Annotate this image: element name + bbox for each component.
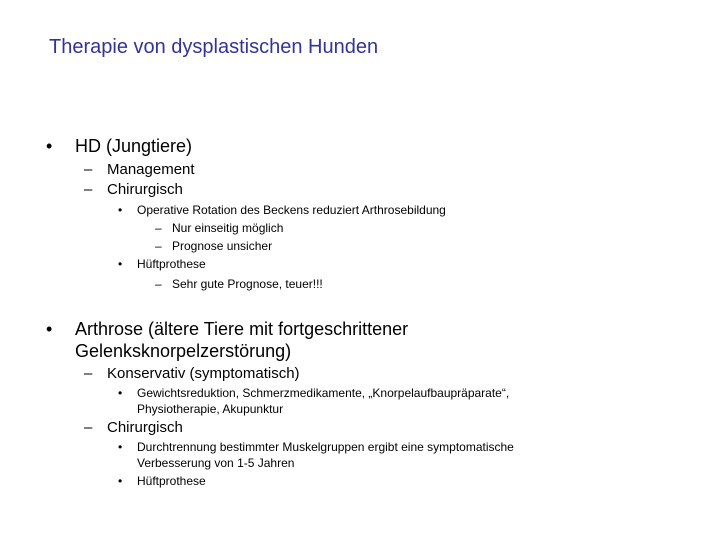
bullet-marker: • [46, 319, 53, 339]
item-management: Management [107, 161, 195, 178]
item-prognose-unsicher: Prognose unsicher [172, 239, 273, 253]
item-konservativ: Konservativ (symptomatisch) [107, 365, 300, 382]
item-durchtrennung: Durchtrennung bestimmter Muskelgruppen ergibt eine symptomatische [137, 440, 514, 454]
item-op-rotation: Operative Rotation des Beckens reduziert Arthrosebildung [137, 203, 446, 217]
section-heading-arthrose: Arthrose (ältere Tiere mit fortgeschrittener [75, 319, 409, 339]
dash-marker: – [84, 161, 93, 178]
bullet-marker: • [118, 203, 123, 217]
section-heading-arthrose-cont: Gelenksknorpelzerstörung) [75, 341, 292, 361]
slide-title: Therapie von dysplastischen Hunden [49, 36, 379, 58]
item-chirurgisch: Chirurgisch [107, 181, 183, 198]
item-konservativ-detail: Gewichtsreduktion, Schmerzmedikamente, „Knorpelaufbaupräparate“, [137, 386, 510, 400]
item-chirurgisch-2: Chirurgisch [107, 419, 183, 436]
bullet-marker: • [46, 136, 53, 156]
dash-marker: – [84, 419, 93, 436]
item-nur-einseitig: Nur einseitig möglich [172, 221, 284, 235]
dash-marker: – [155, 239, 162, 253]
dash-marker: – [84, 181, 93, 198]
bullet-marker: • [118, 386, 123, 400]
bullet-marker: • [118, 440, 123, 454]
item-hueftprothese-2: Hüftprothese [137, 474, 206, 488]
bullet-marker: • [118, 474, 123, 488]
item-hueftprothese: Hüftprothese [137, 257, 206, 271]
dash-marker: – [84, 365, 93, 382]
item-konservativ-detail-cont: Physiotherapie, Akupunktur [137, 402, 284, 416]
item-sehr-gute-prognose: Sehr gute Prognose, teuer!!! [172, 277, 323, 291]
dash-marker: – [155, 277, 162, 291]
bullet-marker: • [118, 257, 123, 271]
dash-marker: – [155, 221, 162, 235]
item-durchtrennung-cont: Verbesserung von 1-5 Jahren [137, 456, 295, 470]
section-heading-hd: HD (Jungtiere) [75, 136, 193, 156]
